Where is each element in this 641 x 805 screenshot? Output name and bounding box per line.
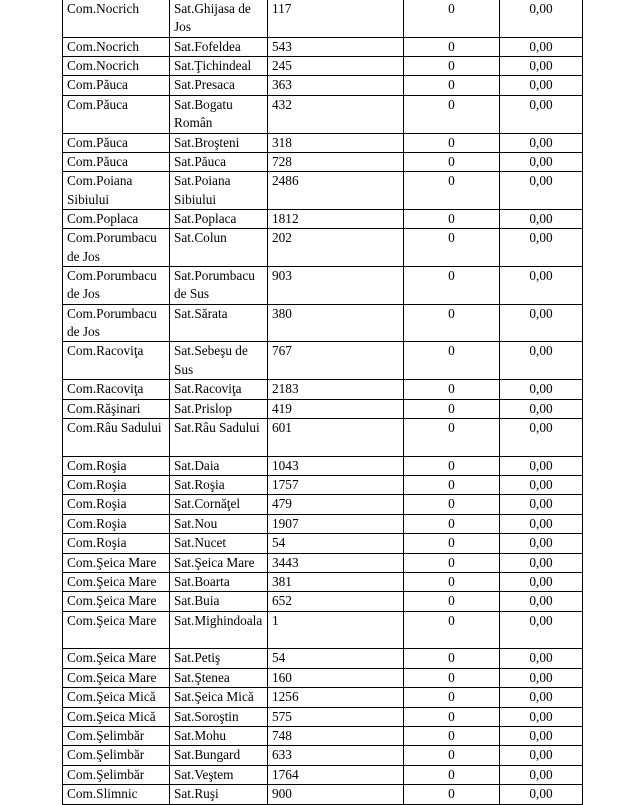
population-cell: 432 — [268, 95, 404, 133]
value-cell: 0,00 — [500, 534, 583, 553]
value-cell: 0,00 — [500, 342, 583, 380]
count-cell: 0 — [404, 342, 500, 380]
population-cell: 903 — [268, 267, 404, 305]
table-row — [63, 304, 583, 342]
commune-cell: Com.Şeica Mare — [63, 592, 170, 611]
count-cell: 0 — [404, 380, 500, 399]
population-cell: 318 — [268, 133, 404, 152]
population-cell: 381 — [268, 572, 404, 591]
village-cell: Sat.Bungard — [170, 746, 268, 765]
population-cell: 202 — [268, 229, 404, 267]
value-cell: 0,00 — [500, 572, 583, 591]
village-cell: Sat.Porumbacu de Sus — [170, 267, 268, 305]
population-cell: 1256 — [268, 688, 404, 707]
village-cell: Sat.Mohu — [170, 727, 268, 746]
population-cell: 652 — [268, 592, 404, 611]
commune-cell: Com.Şelimbăr — [63, 746, 170, 765]
value-cell: 0,00 — [500, 514, 583, 533]
population-cell: 160 — [268, 668, 404, 687]
commune-cell: Com.Păuca — [63, 133, 170, 152]
villages-table-body — [63, 0, 583, 804]
population-cell: 54 — [268, 534, 404, 553]
village-cell: Sat.Ghijasa de Jos — [170, 0, 268, 37]
commune-cell: Com.Şeica Mare — [63, 649, 170, 668]
commune-cell: Com.Roşia — [63, 534, 170, 553]
table-row — [63, 495, 583, 514]
village-cell: Sat.Sărata — [170, 304, 268, 342]
village-cell: Sat.Mighindoala — [170, 611, 268, 649]
commune-cell: Com.Nocrich — [63, 0, 170, 37]
village-cell: Sat.Nucet — [170, 534, 268, 553]
table-row — [63, 611, 583, 649]
table-row — [63, 418, 583, 456]
commune-cell: Com.Porumbacu de Jos — [63, 304, 170, 342]
population-cell: 1907 — [268, 514, 404, 533]
count-cell: 0 — [404, 95, 500, 133]
value-cell: 0,00 — [500, 765, 583, 784]
count-cell: 0 — [404, 707, 500, 726]
count-cell: 0 — [404, 534, 500, 553]
population-cell: 728 — [268, 152, 404, 171]
count-cell: 0 — [404, 133, 500, 152]
value-cell: 0,00 — [500, 746, 583, 765]
commune-cell: Com.Roşia — [63, 456, 170, 475]
value-cell: 0,00 — [500, 37, 583, 56]
population-cell: 245 — [268, 57, 404, 76]
population-cell: 419 — [268, 399, 404, 418]
village-cell: Sat.Veştem — [170, 765, 268, 784]
table-row — [63, 0, 583, 37]
table-row — [63, 267, 583, 305]
village-cell: Sat.Prislop — [170, 399, 268, 418]
count-cell: 0 — [404, 727, 500, 746]
value-cell: 0,00 — [500, 380, 583, 399]
count-cell: 0 — [404, 57, 500, 76]
value-cell: 0,00 — [500, 418, 583, 456]
value-cell: 0,00 — [500, 727, 583, 746]
village-cell: Sat.Râu Sadului — [170, 418, 268, 456]
value-cell: 0,00 — [500, 304, 583, 342]
commune-cell: Com.Păuca — [63, 95, 170, 133]
village-cell: Sat.Cornăţel — [170, 495, 268, 514]
population-cell: 767 — [268, 342, 404, 380]
commune-cell: Com.Şeica Mare — [63, 572, 170, 591]
commune-cell: Com.Nocrich — [63, 37, 170, 56]
count-cell: 0 — [404, 399, 500, 418]
commune-cell: Com.Racoviţa — [63, 342, 170, 380]
table-row — [63, 746, 583, 765]
population-cell: 479 — [268, 495, 404, 514]
population-cell: 543 — [268, 37, 404, 56]
value-cell: 0,00 — [500, 649, 583, 668]
commune-cell: Com.Şeica Mică — [63, 707, 170, 726]
count-cell: 0 — [404, 746, 500, 765]
count-cell: 0 — [404, 172, 500, 210]
table-row — [63, 785, 583, 804]
count-cell: 0 — [404, 304, 500, 342]
value-cell: 0,00 — [500, 76, 583, 95]
table-row — [63, 210, 583, 229]
population-cell: 363 — [268, 76, 404, 95]
table-row — [63, 765, 583, 784]
commune-cell: Com.Poplaca — [63, 210, 170, 229]
commune-cell: Com.Şeica Mică — [63, 688, 170, 707]
value-cell: 0,00 — [500, 267, 583, 305]
table-row — [63, 476, 583, 495]
value-cell: 0,00 — [500, 592, 583, 611]
value-cell: 0,00 — [500, 95, 583, 133]
value-cell: 0,00 — [500, 553, 583, 572]
population-cell: 2486 — [268, 172, 404, 210]
count-cell: 0 — [404, 514, 500, 533]
commune-cell: Com.Porumbacu de Jos — [63, 267, 170, 305]
commune-cell: Com.Râu Sadului — [63, 418, 170, 456]
count-cell: 0 — [404, 37, 500, 56]
population-cell: 601 — [268, 418, 404, 456]
village-cell: Sat.Roşia — [170, 476, 268, 495]
table-row — [63, 76, 583, 95]
table-row — [63, 514, 583, 533]
commune-cell: Com.Poiana Sibiului — [63, 172, 170, 210]
count-cell: 0 — [404, 476, 500, 495]
table-row — [63, 37, 583, 56]
village-cell: Sat.Poiana Sibiului — [170, 172, 268, 210]
table-row — [63, 399, 583, 418]
count-cell: 0 — [404, 229, 500, 267]
population-cell: 900 — [268, 785, 404, 804]
value-cell: 0,00 — [500, 172, 583, 210]
commune-cell: Com.Şeica Mare — [63, 668, 170, 687]
villages-table — [62, 0, 583, 805]
commune-cell: Com.Şeica Mare — [63, 611, 170, 649]
value-cell: 0,00 — [500, 210, 583, 229]
value-cell: 0,00 — [500, 456, 583, 475]
population-cell: 748 — [268, 727, 404, 746]
population-cell: 54 — [268, 649, 404, 668]
count-cell: 0 — [404, 418, 500, 456]
commune-cell: Com.Roşia — [63, 495, 170, 514]
commune-cell: Com.Slimnic — [63, 785, 170, 804]
count-cell: 0 — [404, 688, 500, 707]
commune-cell: Com.Şelimbăr — [63, 765, 170, 784]
village-cell: Sat.Soroştin — [170, 707, 268, 726]
table-row — [63, 456, 583, 475]
village-cell: Sat.Bogatu Român — [170, 95, 268, 133]
value-cell: 0,00 — [500, 668, 583, 687]
village-cell: Sat.Şeica Mică — [170, 688, 268, 707]
table-row — [63, 172, 583, 210]
population-cell: 1757 — [268, 476, 404, 495]
village-cell: Sat.Broşteni — [170, 133, 268, 152]
village-cell: Sat.Petiş — [170, 649, 268, 668]
count-cell: 0 — [404, 495, 500, 514]
count-cell: 0 — [404, 0, 500, 37]
count-cell: 0 — [404, 592, 500, 611]
commune-cell: Com.Porumbacu de Jos — [63, 229, 170, 267]
value-cell: 0,00 — [500, 133, 583, 152]
count-cell: 0 — [404, 765, 500, 784]
table-row — [63, 668, 583, 687]
village-cell: Sat.Sebeşu de Sus — [170, 342, 268, 380]
count-cell: 0 — [404, 152, 500, 171]
value-cell: 0,00 — [500, 785, 583, 804]
population-cell: 1043 — [268, 456, 404, 475]
village-cell: Sat.Păuca — [170, 152, 268, 171]
table-row — [63, 57, 583, 76]
village-cell: Sat.Poplaca — [170, 210, 268, 229]
population-cell: 3443 — [268, 553, 404, 572]
commune-cell: Com.Răşinari — [63, 399, 170, 418]
table-row — [63, 229, 583, 267]
village-cell: Sat.Colun — [170, 229, 268, 267]
value-cell: 0,00 — [500, 229, 583, 267]
table-row — [63, 534, 583, 553]
village-cell: Sat.Ştenea — [170, 668, 268, 687]
village-cell: Sat.Ţichindeal — [170, 57, 268, 76]
population-cell: 1 — [268, 611, 404, 649]
village-cell: Sat.Boarta — [170, 572, 268, 591]
table-row — [63, 688, 583, 707]
table-row — [63, 133, 583, 152]
village-cell: Sat.Daia — [170, 456, 268, 475]
table-row — [63, 95, 583, 133]
commune-cell: Com.Roşia — [63, 476, 170, 495]
village-cell: Sat.Racoviţa — [170, 380, 268, 399]
table-row — [63, 649, 583, 668]
village-cell: Sat.Fofeldea — [170, 37, 268, 56]
table-row — [63, 727, 583, 746]
village-cell: Sat.Ruşi — [170, 785, 268, 804]
count-cell: 0 — [404, 210, 500, 229]
population-cell: 2183 — [268, 380, 404, 399]
table-row — [63, 342, 583, 380]
table-row — [63, 592, 583, 611]
value-cell: 0,00 — [500, 611, 583, 649]
value-cell: 0,00 — [500, 399, 583, 418]
commune-cell: Com.Nocrich — [63, 57, 170, 76]
value-cell: 0,00 — [500, 57, 583, 76]
village-cell: Sat.Presaca — [170, 76, 268, 95]
count-cell: 0 — [404, 553, 500, 572]
population-cell: 633 — [268, 746, 404, 765]
count-cell: 0 — [404, 649, 500, 668]
table-row — [63, 707, 583, 726]
count-cell: 0 — [404, 456, 500, 475]
value-cell: 0,00 — [500, 0, 583, 37]
count-cell: 0 — [404, 76, 500, 95]
count-cell: 0 — [404, 668, 500, 687]
table-row — [63, 553, 583, 572]
count-cell: 0 — [404, 572, 500, 591]
population-cell: 575 — [268, 707, 404, 726]
population-cell: 117 — [268, 0, 404, 37]
value-cell: 0,00 — [500, 495, 583, 514]
commune-cell: Com.Şeica Mare — [63, 553, 170, 572]
village-cell: Sat.Buia — [170, 592, 268, 611]
count-cell: 0 — [404, 267, 500, 305]
table-row — [63, 572, 583, 591]
population-cell: 380 — [268, 304, 404, 342]
value-cell: 0,00 — [500, 707, 583, 726]
commune-cell: Com.Şelimbăr — [63, 727, 170, 746]
village-cell: Sat.Nou — [170, 514, 268, 533]
value-cell: 0,00 — [500, 688, 583, 707]
commune-cell: Com.Păuca — [63, 76, 170, 95]
commune-cell: Com.Păuca — [63, 152, 170, 171]
value-cell: 0,00 — [500, 152, 583, 171]
table-row — [63, 152, 583, 171]
village-cell: Sat.Şeica Mare — [170, 553, 268, 572]
table-row — [63, 380, 583, 399]
value-cell: 0,00 — [500, 476, 583, 495]
population-cell: 1812 — [268, 210, 404, 229]
count-cell: 0 — [404, 611, 500, 649]
population-cell: 1764 — [268, 765, 404, 784]
count-cell: 0 — [404, 785, 500, 804]
commune-cell: Com.Roşia — [63, 514, 170, 533]
commune-cell: Com.Racoviţa — [63, 380, 170, 399]
